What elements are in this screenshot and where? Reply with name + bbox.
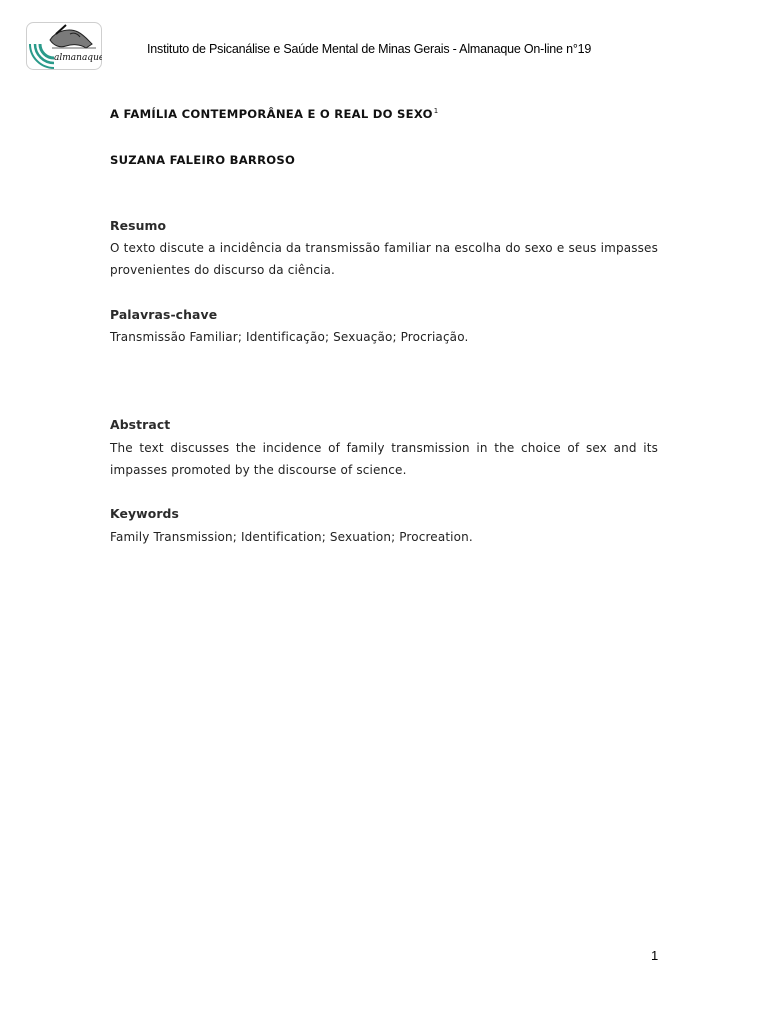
palavras-chave-text: Transmissão Familiar; Identificação; Sexuação; Procriação. xyxy=(110,330,469,344)
footnote-marker[interactable]: 1 xyxy=(433,107,439,115)
abstract-heading: Abstract xyxy=(110,417,171,432)
keywords-heading: Keywords xyxy=(110,506,179,521)
article-title-text: A FAMÍLIA CONTEMPORÂNEA E O REAL DO SEXO xyxy=(110,107,433,121)
almanaque-logo xyxy=(26,22,102,70)
almanaque-logo-graphic xyxy=(26,22,102,70)
palavras-chave-heading: Palavras-chave xyxy=(110,307,218,322)
logo-text: almanaque xyxy=(54,53,102,63)
abstract-text: The text discusses the incidence of family transmission in the choice of sex and its impasses promoted by the discourse of science. xyxy=(110,441,658,477)
article-title xyxy=(110,107,438,121)
page-number: 1 xyxy=(651,948,659,963)
resumo-heading: Resumo xyxy=(110,218,167,233)
keywords-text: Family Transmission; Identification; Sexuation; Procreation. xyxy=(110,530,473,544)
article-author: SUZANA FALEIRO BARROSO xyxy=(110,153,296,167)
resumo-text: O texto discute a incidência da transmissão familiar na escolha do sexo e seus impasses provenientes do discurso da ciência. xyxy=(110,241,658,277)
header-institution: Instituto de Psicanálise e Saúde Mental de Minas Gerais - Almanaque On-line n°19 xyxy=(147,42,592,56)
